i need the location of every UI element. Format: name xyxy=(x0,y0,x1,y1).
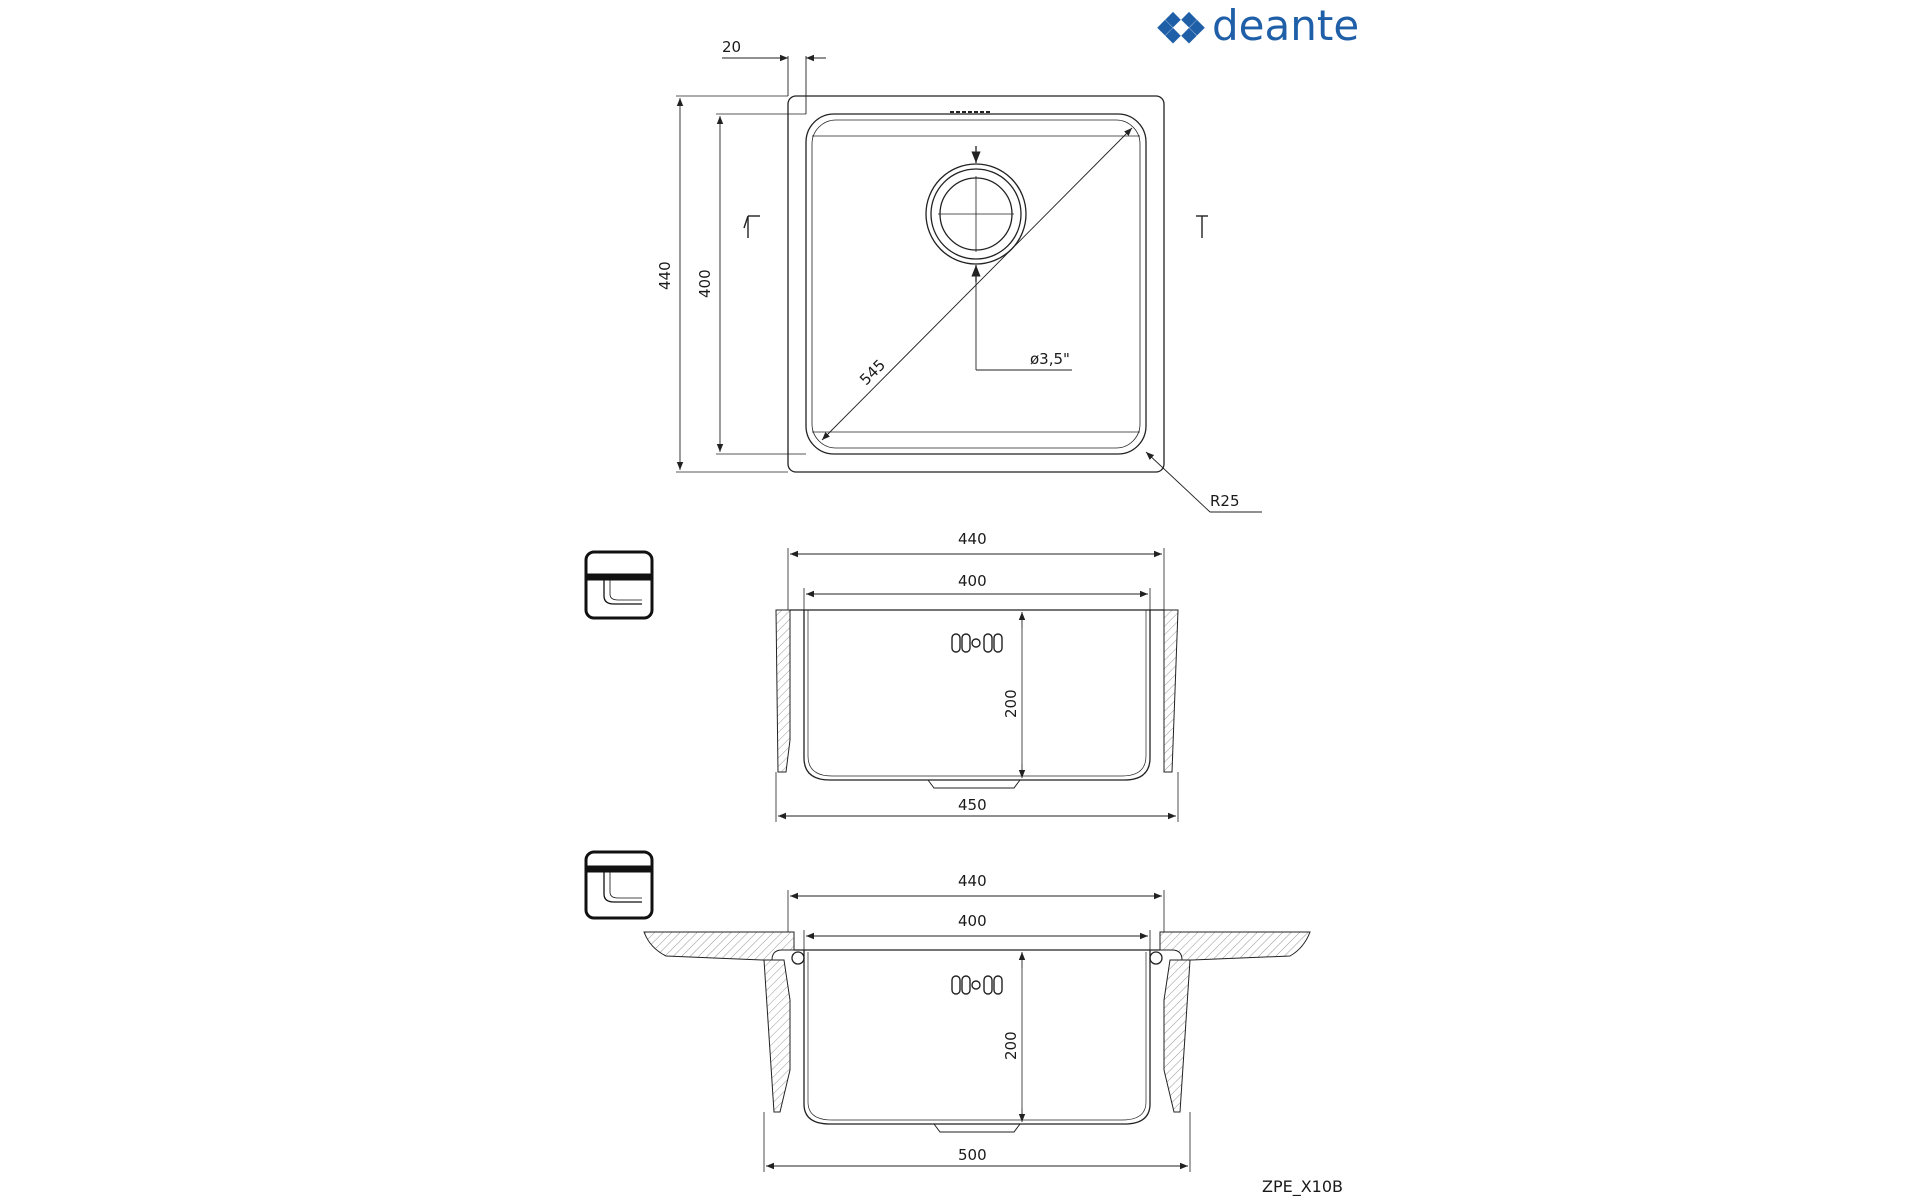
bowl-profile-2 xyxy=(804,950,1150,1124)
section-2-inner-width-label: 400 xyxy=(958,912,987,930)
brand-logo xyxy=(1157,1,1359,50)
section-1-outer-width-label: 440 xyxy=(958,530,987,548)
flush-mount-icon xyxy=(586,852,652,918)
section-1-inner-width-label: 400 xyxy=(958,572,987,590)
top-view-labels xyxy=(656,38,1240,510)
section-marker-right xyxy=(1196,216,1208,238)
drawing-code: ZPE_X10B xyxy=(1262,1177,1344,1196)
flange-width-label: 20 xyxy=(722,38,742,56)
section-2 xyxy=(644,890,1310,1172)
drain-hole xyxy=(926,146,1072,370)
diagonal-label: 545 xyxy=(856,355,890,389)
top-view xyxy=(676,56,1262,512)
overflow-slots-icon xyxy=(952,976,1002,994)
drain-diameter-label: ø3,5" xyxy=(1030,350,1070,368)
undermount-mount-icon xyxy=(586,552,652,618)
diagonal-dimension-line xyxy=(822,128,1132,440)
section-2-depth-label: 200 xyxy=(1002,1031,1020,1060)
section-1-cutout-width-label: 450 xyxy=(958,796,987,814)
section-1-depth-label: 200 xyxy=(1002,689,1020,718)
section-2-cutout-width-label: 500 xyxy=(958,1146,987,1164)
section-2-outer-width-label: 440 xyxy=(958,872,987,890)
section-marker-left xyxy=(744,216,760,238)
brand-name: deante xyxy=(1212,1,1360,50)
section-1-labels xyxy=(958,530,1020,814)
deante-logo-icon xyxy=(1157,12,1205,44)
overflow-slots-icon xyxy=(952,634,1002,652)
outer-height-label: 440 xyxy=(656,261,674,290)
inner-height-label: 400 xyxy=(696,269,714,298)
bowl-profile xyxy=(804,610,1150,780)
corner-radius-label: R25 xyxy=(1210,492,1240,510)
